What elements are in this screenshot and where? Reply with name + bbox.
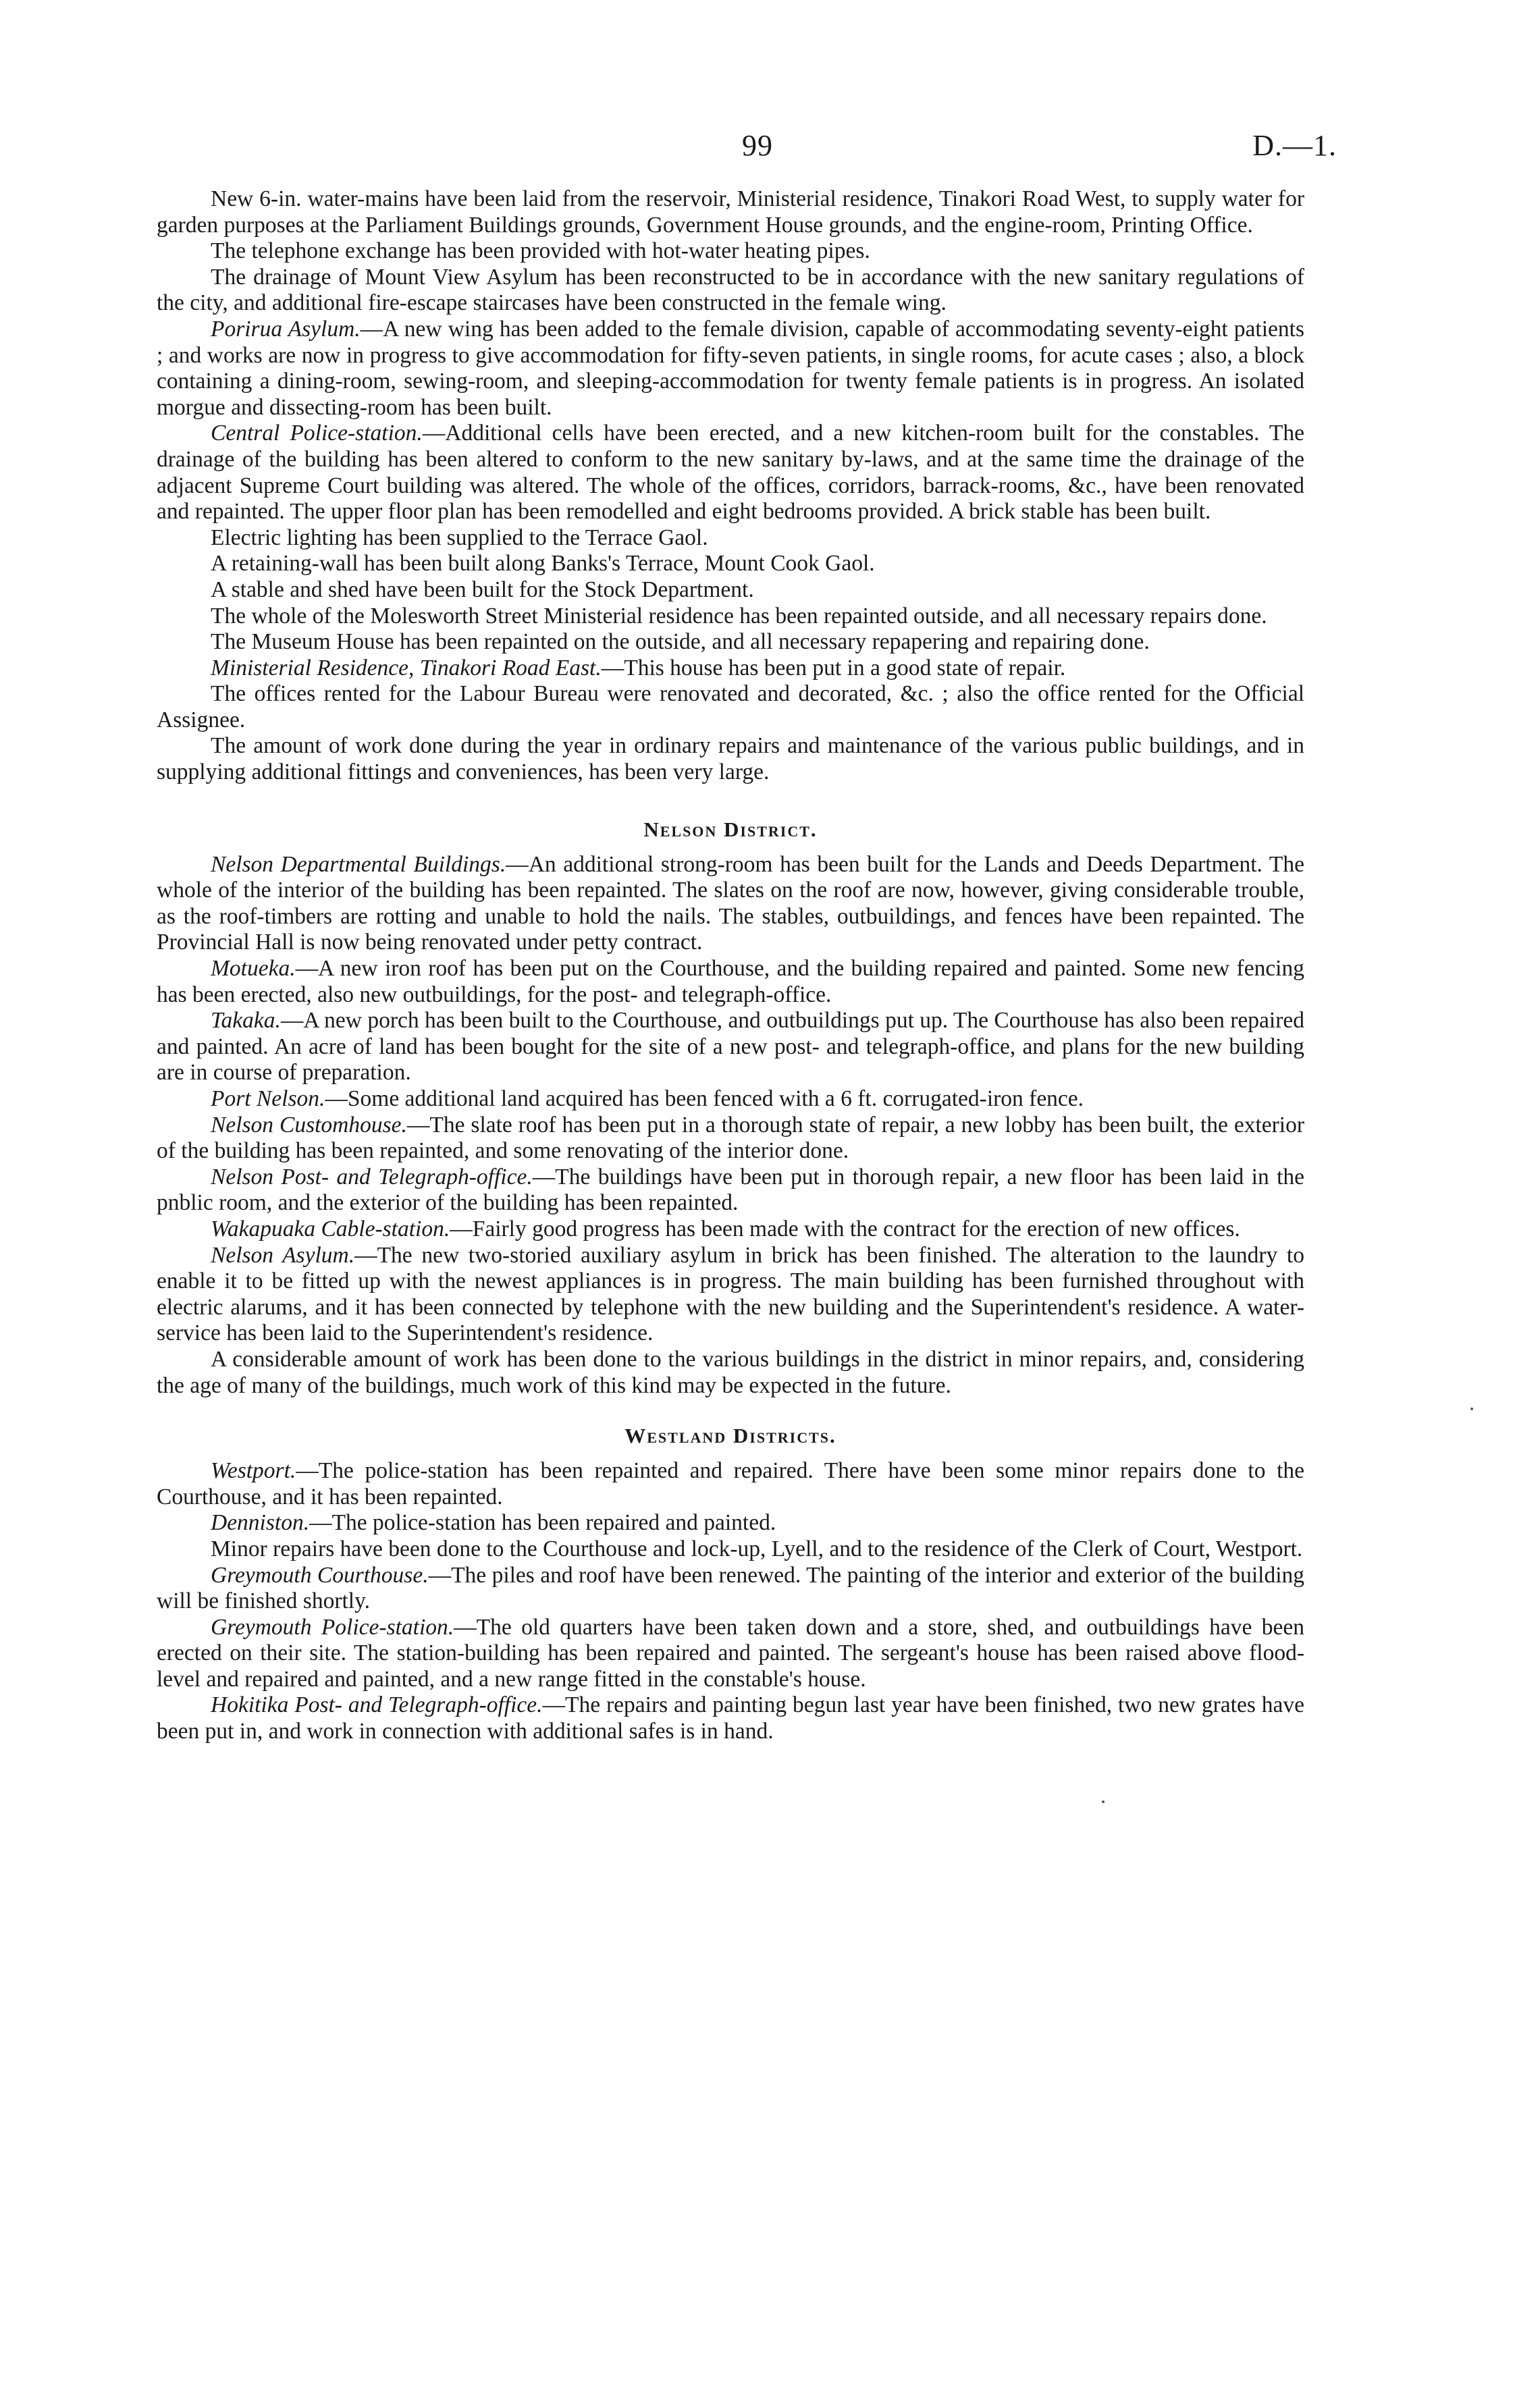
section-heading-westland: Westland Districts. [624,1424,836,1448]
paragraph-text: —Additional cells have been erected, and a new kitchen-room built for the constables. The drainage of the building has been altered to conform to the new sanitary by-laws, and at the same time the drainage of the adjacent Supreme Court building was altered. The whole of the offices, corridors, barrack-rooms, &c., have been renovated and repainted. The upper floor plan has been remodelled and eight bedrooms provided. A brick stable has been built. [157,421,1304,525]
paragraph [157,1243,1304,1347]
paragraph [157,1536,1304,1563]
paragraph [157,1086,1304,1113]
paragraph [157,1458,1304,1510]
paragraph-text: —The police-station has been repainted and repaired. There have been some minor repairs done to the Courthouse, and it has been repainted. [157,1458,1304,1509]
paragraph-text: Minor repairs have been done to the Courthouse and lock-up, Lyell, and to the residence of the Clerk of Court, Westport. [211,1536,1303,1561]
paragraph-title: Ministerial Residence, Tinakori Road East. [211,655,602,680]
paragraph [157,525,1304,552]
paragraph-text: The amount of work done during the year in ordinary repairs and maintenance of the various public buildings, and in supplying additional fittings and conveniences, has been very large. [157,733,1304,785]
paragraph-text: A retaining-wall has been built along Banks's Terrace, Mount Cook Gaol. [211,551,875,577]
paragraph [157,604,1304,630]
paragraph [157,629,1304,655]
document-reference: D.—1. [1252,129,1337,162]
paragraph-title: Motueka. [211,956,296,982]
paragraph-text: —This house has been put in a good state of repair. [601,655,1066,680]
paragraph-text: The drainage of Mount View Asylum has been reconstructed to be in accordance with the new sanitary regulations of the city, and additional fire-escape staircases have been constructed in the female wing. [157,264,1304,316]
paragraph [157,1615,1304,1693]
paragraph-title: Greymouth Police-station. [211,1614,454,1640]
paragraph-text: —Fairly good progress has been made with the contract for the erection of new offices. [450,1216,1240,1241]
paragraph-text: —The slate roof has been put in a thorough state of repair, a new lobby has been built, the exterior of the building has been repainted, and some renovating of the interior done. [157,1112,1304,1164]
paragraph-text: —The new two-storied auxiliary asylum in brick has been finished. The alteration to the laundry to enable it to be fitted up with the newest appliances is in progress. The main building has been furnished throughout with electric alarums, and it has been connected by telephone with the new building and the Superintendent's residence. A water-service has been laid to the Superintendent's residence. [157,1242,1304,1346]
paragraph-text: —The police-station has been repaired and painted. [309,1510,776,1536]
section-nelson [157,852,1304,1399]
paragraph [157,1510,1304,1536]
paragraph [157,956,1304,1008]
paragraph [157,238,1304,265]
section-wellington-continued [157,186,1304,786]
paragraph-text: The Museum House has been repainted on the outside, and all necessary repapering and repairing done. [211,629,1150,655]
paragraph-text: Electric lighting has been supplied to the Terrace Gaol. [211,525,708,550]
paragraph-text: —The repairs and painting begun last year have been finished, two new grates have been put in, and work in connection with additional safes is in hand. [157,1692,1304,1744]
paragraph-text: —A new iron roof has been put on the Courthouse, and the building repaired and painted. Some new fencing has been erected, also new outbuildings, for the post- and telegraph-office. [157,956,1304,1007]
paragraph-title: Wakapuaka Cable-station. [211,1216,450,1241]
paragraph [157,265,1304,317]
paragraph-title: Hokitika Post- and Telegraph-office. [211,1692,543,1718]
paragraph [157,1113,1304,1165]
paragraph-text: —A new wing has been added to the female division, capable of accommodating seventy-eight patients ; and works are now in progress to give accommodation for fifty-seven patients, in single rooms, for acute cases ; also, a block containing a dining-room, sewing-room, and sleeping-accommodation for twenty female patients is in progress. An isolated morgue and dissecting-room has been built. [157,316,1305,420]
paragraph-title: Nelson Post- and Telegraph-office. [211,1164,533,1189]
scan-speck [1470,1408,1473,1410]
paragraph [157,1008,1304,1086]
paragraph-text: New 6-in. water-mains have been laid from the reservoir, Ministerial residence, Tinakori Road West, to supply water for garden purposes at the Parliament Buildings grounds, Government House grounds, and the engine-room, Printing Office. [157,186,1304,238]
paragraph-text: —An additional strong-room has been built for the Lands and Deeds Department. The whole of the interior of the building has been repainted. The slates on the roof are now, however, giving considerable trouble, as the roof-timbers are rotting and unable to hold the nails. The stables, outbuildings, and fences have been repainted. The Provincial Hall is now being renovated under petty contract. [157,851,1304,955]
paragraph [157,421,1304,525]
paragraph [157,852,1304,956]
body-text [157,186,1304,1745]
paragraph [157,1563,1304,1615]
paragraph [157,1347,1304,1399]
paragraph [157,1692,1304,1744]
paragraph-text: A stable and shed have been built for the Stock Department. [211,577,754,602]
paragraph [157,681,1304,733]
paragraph-title: Westport. [211,1458,296,1484]
paragraph-text: The whole of the Molesworth Street Ministerial residence has been repainted outside, and all necessary repairs done. [211,603,1267,628]
paragraph-text: A considerable amount of work has been done to the various buildings in the district in minor repairs, and, considering the age of many of the buildings, much work of this kind may be expected in the future. [157,1346,1304,1398]
paragraph-text: —A new porch has been built to the Courthouse, and outbuildings put up. The Courthouse has also been repaired and painted. An acre of land has been bought for the site of a new post- and telegraph-office, and plans for the new building are in course of preparation. [157,1008,1304,1086]
scan-speck [1102,1800,1105,1803]
paragraph-text: The offices rented for the Labour Bureau were renovated and decorated, &c. ; also the office rented for the Official Assignee. [157,681,1304,732]
paragraph-title: Denniston. [211,1510,310,1536]
section-westland [157,1458,1304,1745]
paragraph-title: Nelson Customhouse. [211,1112,407,1138]
paragraph-title: Nelson Departmental Buildings. [211,851,506,877]
paragraph-title: Central Police-station. [211,421,423,446]
paragraph [157,551,1304,577]
paragraph [157,317,1304,421]
page-number: 99 [742,129,773,162]
paragraph [157,577,1304,604]
paragraph [157,655,1304,682]
paragraph [157,1165,1304,1216]
paragraph-title: Greymouth Courthouse. [211,1562,429,1588]
paragraph-text: The telephone exchange has been provided with hot-water heating pipes. [211,238,870,264]
paragraph [157,733,1304,785]
paragraph-title: Porirua Asylum. [211,316,361,342]
paragraph-text: —The buildings have been put in thorough repair, a new floor has been laid in the pnblic room, and the exterior of the building has been repainted. [157,1164,1304,1216]
paragraph-title: Nelson Asylum. [211,1242,355,1268]
paragraph-text: —The piles and roof have been renewed. The painting of the interior and exterior of the building will be finished shortly. [157,1562,1304,1614]
paragraph-title: Takaka. [211,1008,281,1034]
paragraph-text: —Some additional land acquired has been fenced with a 6 ft. corrugated-iron fence. [325,1086,1084,1111]
paragraph-text: —The old quarters have been taken down and a store, shed, and outbuildings have been erected on their site. The station-building has been repaired and painted. The sergeant's house has been raised above flood-level and repaired and painted, and a new range fitted in the constable's house. [157,1614,1304,1692]
section-heading-nelson: Nelson District. [643,817,818,841]
paragraph [157,1216,1304,1243]
paragraph-title: Port Nelson. [211,1086,325,1111]
paragraph [157,186,1304,238]
